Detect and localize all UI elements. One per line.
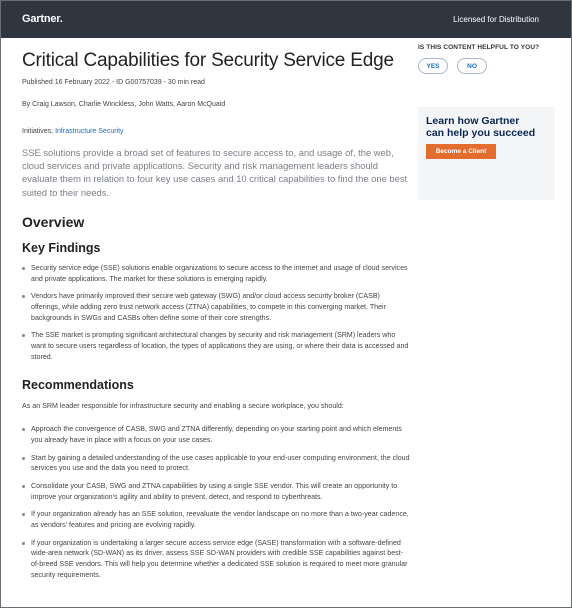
recommendations-heading: Recommendations [22,378,134,393]
gartner-logo[interactable]: Gartner. [22,13,63,25]
list-item: Consolidate your CASB, SWG and ZTNA capabilities by using a single SSE vendor. This will create an opportunity to improve your organization's agility and ability to prevent, detect, and respond to cyberthreats. [22,481,410,502]
list-item: Vendors have primarily improved their secure web gateway (SWG) and/or cloud access security broker (CASB) offerings, while adding zero trust network access (ZTNA) capabilities, to compete in this converging market. Their backgrounds in SWGs and CASBs often define some of their core strengths. [22,291,410,323]
key-findings-list [22,263,410,363]
helpful-question: IS THIS CONTENT HELPFUL TO YOU? [418,44,540,51]
feedback-buttons [418,58,563,74]
cta-title-line: can help you succeed [426,126,536,139]
overview-heading: Overview [22,213,85,230]
recommendations-intro: As an SRM leader responsible for infrastructure security and enabling a secure workplace, you should: [22,402,344,411]
list-item: If your organization is undertaking a larger secure access service edge (SASE) transformation with a software-defined wide-area network (SD-WAN) as its driver, assess SSE SD-WAN providers with credible SSE capabilities against best-of-breed SSE vendors. This will help you determine whether a dedicated SSE solution is required to meet more granular security requirements. [22,538,410,581]
initiatives-label: Initiatives: [22,128,54,135]
list-item: Security service edge (SSE) solutions enable organizations to secure access to the internet and usage of cloud services and private applications. The market for these solutions is emerging rapidly. [22,263,410,284]
cta-title [426,116,547,139]
become-client-button[interactable]: Become a Client [426,144,496,159]
initiatives-link[interactable]: Infrastructure Security [55,128,124,135]
recommendations-list [22,424,410,580]
initiatives-line [22,127,410,137]
no-button[interactable]: NO [457,58,487,74]
key-findings-heading: Key Findings [22,240,101,255]
sidebar [418,38,563,155]
list-item: If your organization already has an SSE solution, reevaluate the vendor landscape on no more than a two-year cadence, as vendors' features and pricing are evolving rapidly. [22,509,410,530]
license-label: Licensed for Distribution [453,15,539,24]
article-title: Critical Capabilities for Security Service Edge [22,50,394,71]
list-item: The SSE market is prompting significant architectural changes by security and risk management (SRM) leaders who want to secure users regardless of location, the types of applications they are using, or where their data is accessed and stored. [22,330,410,362]
list-item: Approach the convergence of CASB, SWG and ZTNA differently, depending on your starting point and which elements you already have in place with a focus on your use cases. [22,424,410,445]
publish-meta: Published 16 February 2022 - ID G00757039 - 30 min read [22,79,205,86]
top-bar [1,1,571,38]
authors-line: By Craig Lawson, Charlie Winckless, John Watts, Aaron McQuaid [22,101,226,108]
list-item: Start by gaining a detailed understanding of the use cases applicable to your end-user computing environment, the cloud services you use and the data you need to protect. [22,453,410,474]
cta-box [418,107,555,200]
cta-title-line: Learn how Gartner [426,115,520,127]
article-main [22,38,410,588]
yes-button[interactable]: YES [418,58,448,74]
article-summary: SSE solutions provide a broad set of features to secure access to, and usage of, the web, cloud services and private applications. Security and risk management leaders should evaluate them in relation to four key use cases and 10 critical capabilities to find the one best suited to their needs. [22,147,408,198]
